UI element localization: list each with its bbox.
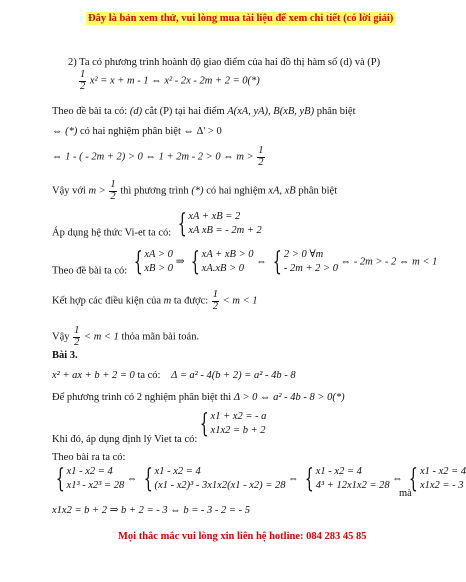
fraction-den: 2 [212,300,219,312]
star-ref: (*) [65,126,78,137]
system-row: x1³ - x2³ = 28 [66,480,125,492]
system-row: - 2m + 2 > 0 [283,263,338,275]
system-row: 2 > 0 ∀m [283,249,324,260]
fraction-den: 2 [74,336,80,348]
brace-icon: { [409,464,419,495]
system-2 [187,248,253,276]
half-fraction [79,70,86,92]
half-fraction [73,326,80,348]
equiv-symbol: ⇔ [392,473,403,485]
brace-icon: { [143,464,153,495]
brace-icon: { [133,247,143,278]
text: có hai nghiệm phân biệt ⇔ Δ' > 0 [80,126,222,137]
system-s2 [140,465,285,493]
system-s4 [405,465,466,493]
bai3-title: Bài 3. [52,350,78,361]
text: cắt (P) tại hai điểm [144,106,228,117]
vieta-line [52,210,262,238]
system-s3 [301,465,389,493]
system-row: x1x2 = - 3 [419,480,464,492]
brace-icon: { [304,464,315,495]
equiv-symbol: ⇔ [288,473,299,485]
bai3-equation-line [52,370,296,381]
range: < m < 1 [84,331,119,343]
text: Kết hợp các điều kiện của [52,295,164,307]
system-row: x1x2 = b + 2 [210,425,266,437]
brace-icon: { [190,247,200,278]
line-d: (d) [129,106,143,117]
star-ref: (*) [191,185,204,197]
theo-bai-ra-label: Theo bài ra ta có: [52,452,126,463]
implies-symbol: ⇒ [175,256,185,268]
viet-system [196,410,266,438]
text: phân biệt [298,185,338,197]
system-row: xA + xB = 2 [188,211,241,222]
ma-word: mà [399,488,412,499]
text: thỏa mãn bài toán. [121,331,200,343]
roots: xA, xB [268,185,296,197]
text: phân biệt [316,106,356,117]
text: Vậy [52,331,73,343]
delta-eq: Δ = a² - 4(b + 2) = a² - 4b - 8 [171,370,296,381]
system-row: xA.xB > 0 [201,263,245,275]
half-fraction [257,146,264,168]
final-line [52,326,199,348]
text: ta có: [137,370,164,381]
brace-icon: { [55,464,65,495]
m-gt: m > [88,185,106,197]
quadratic-eq: x² + ax + b + 2 = 0 [52,370,135,381]
header-banner: Đây là bản xem thử, vui lòng mua tài liệu để xem chi tiết (có lời giải) [88,13,394,24]
system-row: x1 - x2 = 4 [419,466,466,477]
system-tail: ⇔ - 2m > - 2 ⇔ m < 1 [340,256,438,268]
intersection-equation [78,70,260,92]
part2-intro: 2) Ta có phương trình hoành độ giao điểm của hai đồ thị hàm số (d) và (P) [68,57,381,68]
delta-expr: ⇔ 1 - ( - 2m + 2) > 0 ⇔ 1 + 2m - 2 > 0 ⇔ m > [52,151,254,163]
theo-label: Theo đề bài ta có: [52,265,128,277]
text: ta được: [173,295,211,307]
m-var: m [163,295,172,307]
positive-roots-line [52,248,437,276]
system-row: (x1 - x2)³ - 3x1x2(x1 - x2) = 28 [154,480,286,492]
system-row: x1 + x2 = - a [210,411,267,422]
system-row: xA > 0 [144,249,173,260]
brace-icon: { [273,247,283,278]
condition-line [52,106,356,117]
vieta-system [174,210,262,238]
text: có hai nghiệm [206,185,269,197]
points-ab: A(xA, yA), B(xB, yB) [227,106,315,117]
half-fraction [109,180,116,202]
delta-line [52,146,266,168]
range-tail: < m < 1 [222,295,258,307]
brace-icon: { [177,209,187,240]
half-fraction [212,290,219,312]
text: Theo đề bài ta có: [52,106,130,117]
fraction-num: 1 [80,69,86,80]
fraction-num: 1 [212,289,219,300]
fraction-den: 2 [110,190,116,202]
system-row: xB > 0 [144,263,174,275]
text: Vậy với [52,185,89,197]
system-row: x1 - x2 = 4 [315,466,362,477]
equiv-symbol: ⇔ [256,256,267,268]
combine-line [52,290,258,312]
system-row: 4³ + 12x1x2 = 28 [315,480,390,492]
system-row: xA xB = - 2m + 2 [188,225,262,237]
fraction-num: 1 [74,325,80,336]
system-row: xA + xB > 0 [201,249,254,260]
brace-icon: { [199,409,209,440]
vay-line [52,180,337,202]
system-s1 [52,465,124,493]
condition-eq: Δ > 0 ⇔ a² - 4b - 8 > 0(*) [233,392,345,403]
fraction-den: 2 [80,80,86,92]
text: thì phương trình [120,185,192,197]
system-1 [130,248,173,276]
text: Để phương trình có 2 nghiệm phân biệt thì [52,392,234,403]
bai3-condition-line [52,392,345,403]
system-row: x1 - x2 = 4 [66,466,113,477]
star-line [52,126,222,137]
fraction-den: 2 [258,156,264,168]
fraction-num: 1 [110,179,116,190]
footer-banner: Mọi thắc mắc vui lòng xin liên hệ hotline: 084 283 45 85 [118,531,367,542]
equation-rest: x² = x + m - 1 ⇔ x² - 2x - 2m + 2 = 0(*) [89,75,260,87]
vieta-label: Áp dụng hệ thức Vi-et ta có: [52,227,172,239]
equiv-symbol: ⇔ [126,473,138,485]
system-row: x1 - x2 = 4 [154,466,201,477]
viet-label: Khi đó, áp dụng định lý Viet ta có: [52,434,198,445]
system-3 [269,248,338,276]
fraction-num: 1 [258,145,264,156]
b-result-line: x1x2 = b + 2 ⇒ b + 2 = - 3 ⇔ b = - 3 - 2 = - 5 [52,505,250,516]
text: ⇔ [52,126,66,137]
